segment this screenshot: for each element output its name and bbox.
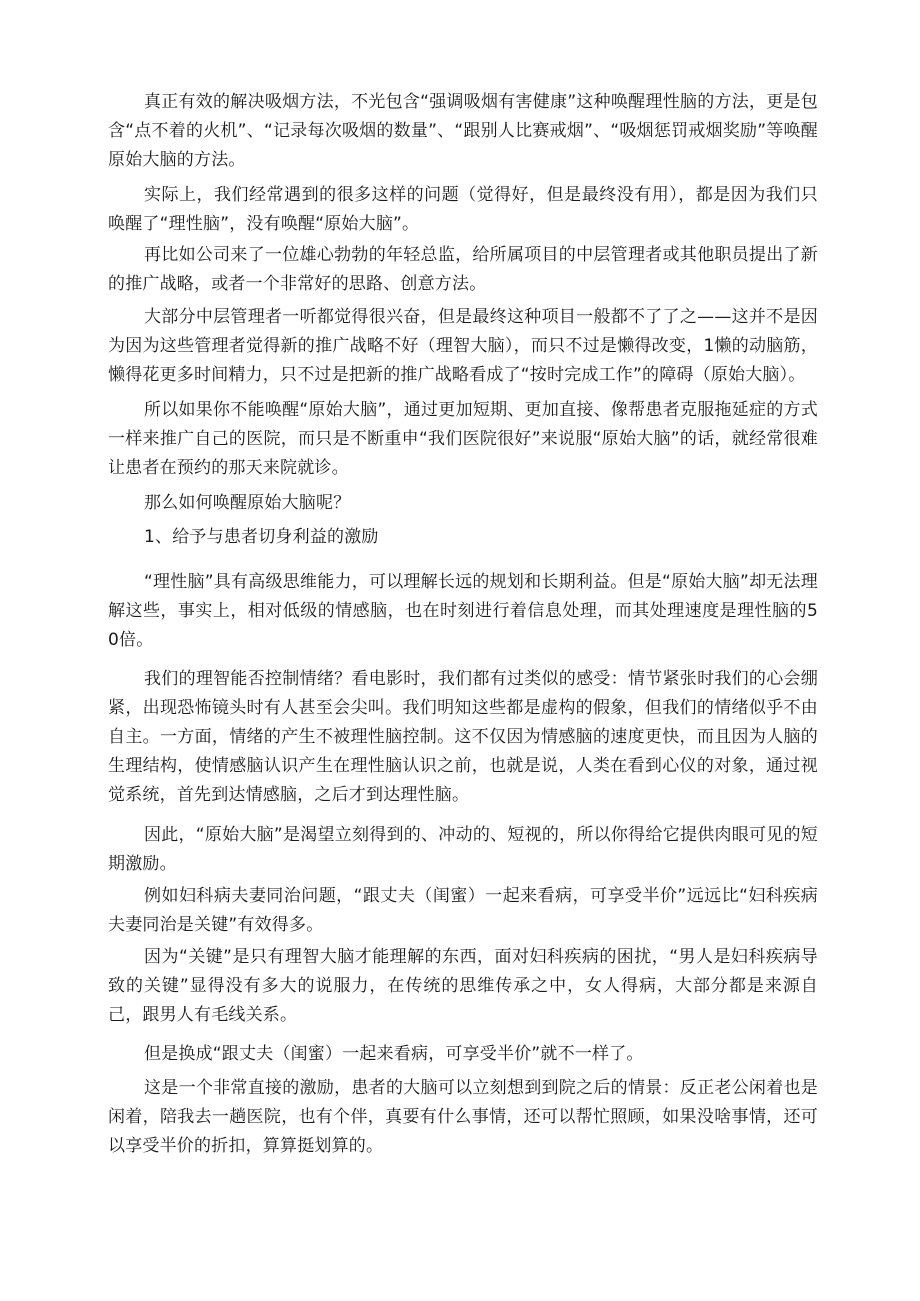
- paragraph-short-term-incentive: 因此，“原始大脑”是渴望立刻得到的、冲动的、短视的，所以你得给它提供肉眼可见的短期激励。: [108, 825, 818, 874]
- paragraph-awaken-primitive: 所以如果你不能唤醒“原始大脑”，通过更加短期、更加直接、像帮患者克服拖延症的方式一样来推广自己的医院，而只是不断重申“我们医院很好”来说服“原始大脑”的话，就经常很难让患者在预约的那天来院就诊。: [108, 400, 818, 478]
- paragraph-middle-managers: 大部分中层管理者一听都觉得很兴奋，但是最终这种项目一般都不了了之——这并不是因为因为这些管理者觉得新的推广战略不好（理智大脑），而只不过是懒得改变，1懒的动脑筋，懒得花更多时间精力，只不过是把新的推广战略看成了“按时完成工作”的障碍（原始大脑）。: [108, 307, 818, 385]
- paragraph-new-director: 再比如公司来了一位雄心勃勃的年轻总监，给所属项目的中层管理者或其他职员提出了新的推广战略，或者一个非常好的思路、创意方法。: [108, 245, 818, 294]
- paragraph-rational-brain: 实际上，我们经常遇到的很多这样的问题（觉得好，但是最终没有用），都是因为我们只唤醒了“理性脑”，没有唤醒“原始大脑”。: [108, 185, 818, 234]
- paragraph-gynecology-example: 例如妇科病夫妻同治问题，“跟丈夫（闺蜜）一起来看病，可享受半价”远远比“妇科疾病夫妻同治是关键”有效得多。: [108, 886, 818, 935]
- paragraph-how-to-awaken: 那么如何唤醒原始大脑呢？: [144, 493, 351, 513]
- paragraph-direct-incentive: 这是一个非常直接的激励，患者的大脑可以立刻想到到院之后的情景：反正老公闲着也是闲着，陪我去一趟医院，也有个伴，真要有什么事情，还可以帮忙照顾，如果没啥事情，还可以享受半价的折扣，算算挺划算的。: [108, 1078, 818, 1156]
- paragraph-emotion-control: 我们的理智能否控制情绪？看电影时，我们都有过类似的感受：情节紧张时我们的心会绷紧，出现恐怖镜头时有人甚至会尖叫。我们明知这些都是虚构的假象，但我们的情绪似乎不由自主。一方面，情绪的产生不被理性脑控制。这不仅因为情感脑的速度更快，而且因为人脑的生理结构，使情感脑认识产生在理性脑认识之前，也就是说，人类在看到心仪的对象，通过视觉系统，首先到达情感脑，之后才到达理性脑。: [108, 669, 818, 805]
- paragraph-key-concept: 因为“关键”是只有理智大脑才能理解的东西，面对妇科疾病的困扰，“男人是妇科疾病导致的关键”显得没有多大的说服力，在传统的思维传承之中，女人得病，大部分都是来源自己，跟男人有毛线关系。: [108, 947, 818, 1025]
- paragraph-half-price: 但是换成“跟丈夫（闺蜜）一起来看病，可享受半价”就不一样了。: [144, 1044, 644, 1064]
- paragraph-rational-vs-primitive: “理性脑”具有高级思维能力，可以理解长远的规划和长期利益。但是“原始大脑”却无法理解这些，事实上，相对低级的情感脑，也在时刻进行着信息处理，而其处理速度是理性脑的50倍。: [108, 572, 818, 650]
- section-heading-incentive: 1、给予与患者切身利益的激励: [144, 527, 379, 547]
- paragraph-smoking-methods: 真正有效的解决吸烟方法，不光包含“强调吸烟有害健康”这种唤醒理性脑的方法，更是包含“点不着的火机”、“记录每次吸烟的数量”、“跟别人比赛戒烟”、“吸烟惩罚戒烟奖励”等唤醒原始大脑的方法。: [108, 92, 818, 170]
